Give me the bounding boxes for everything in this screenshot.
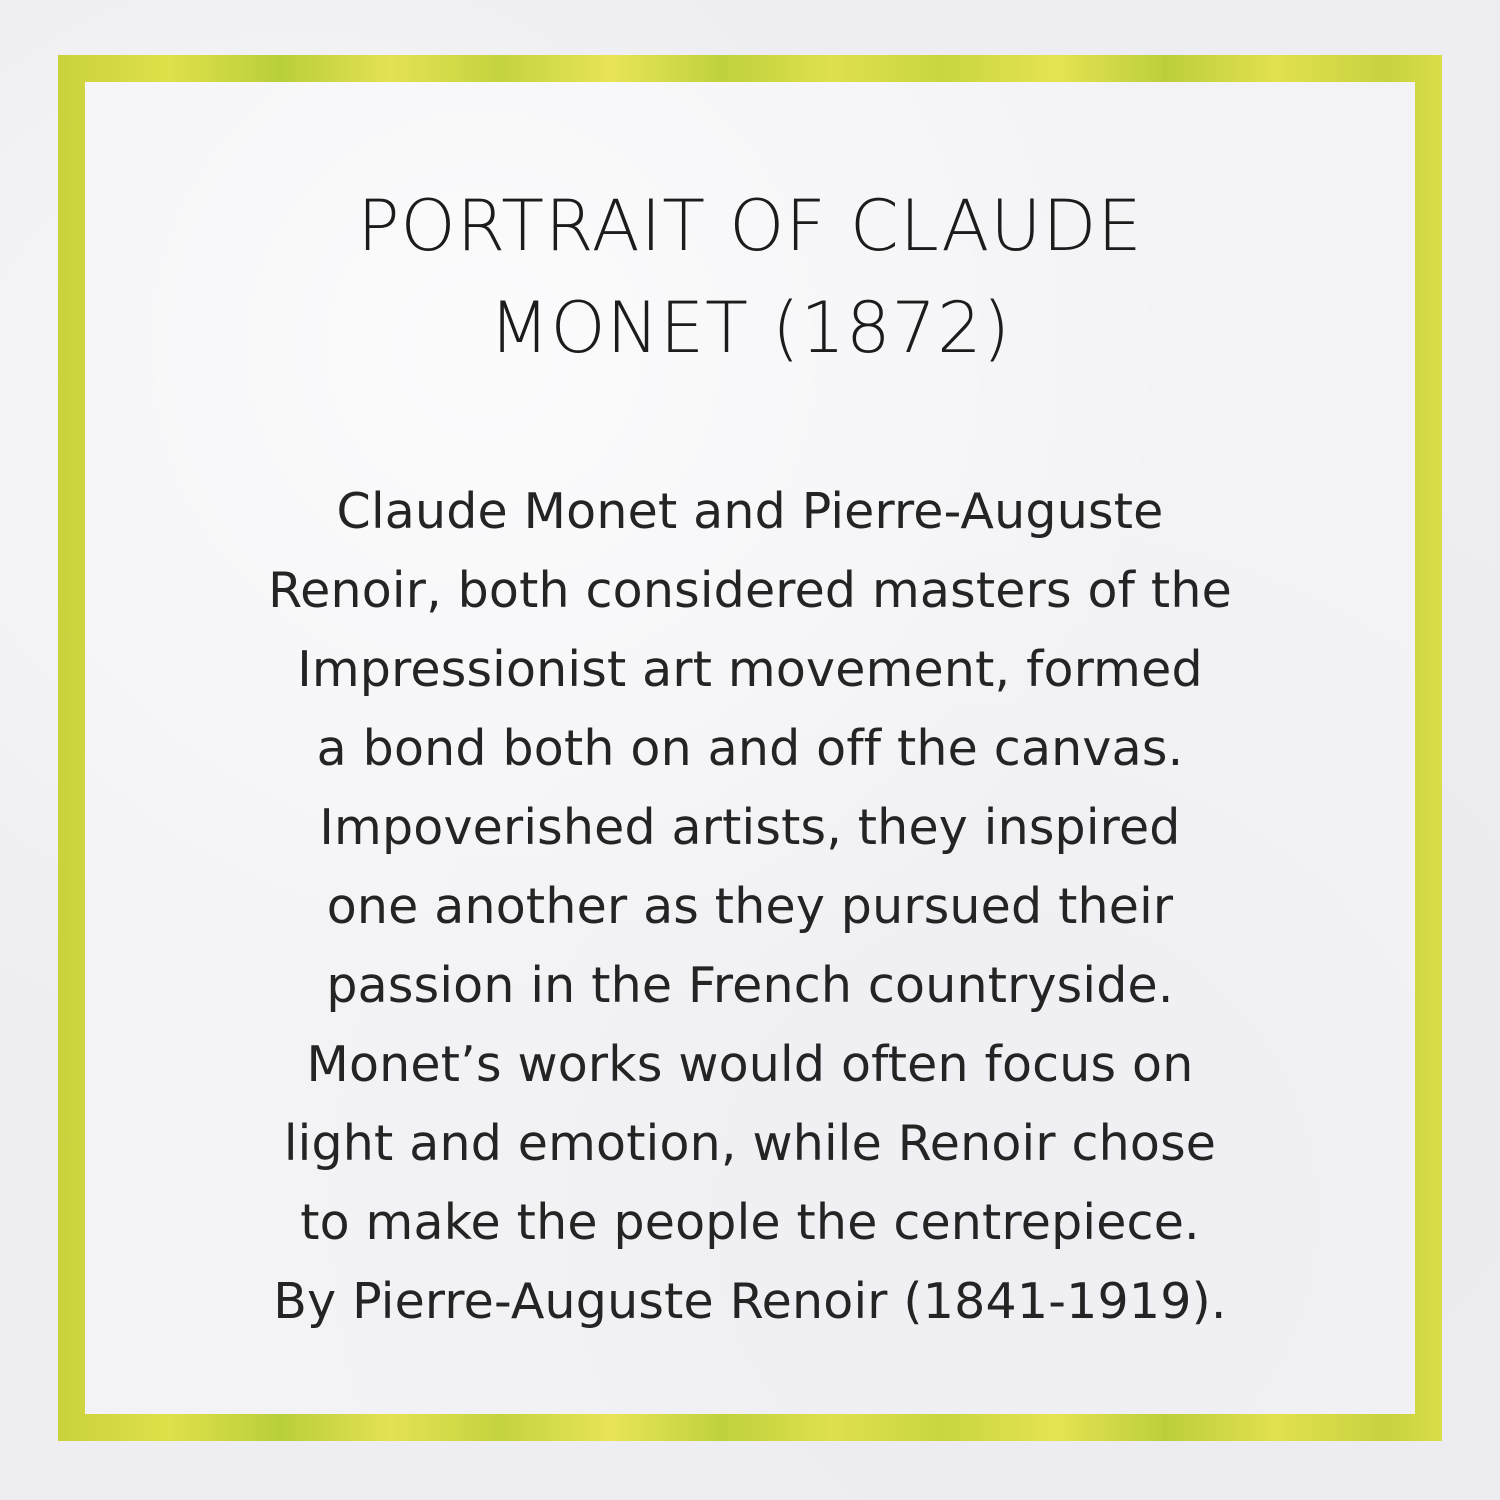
description-line-5: Impoverished artists, they inspired [319,799,1181,856]
description-line-9: light and emotion, while Renoir chose [283,1115,1217,1172]
description-line-10: to make the people the centrepiece. [300,1194,1200,1251]
card-title [0,175,1500,379]
description-line-6: one another as they pursued their [326,878,1174,935]
description-line-7: passion in the French countryside. [326,957,1174,1014]
description-line-2: Renoir, both considered masters of the [268,562,1232,619]
title-line-1: PORTRAIT OF CLAUDE [357,185,1143,267]
description-line-1: Claude Monet and Pierre-Auguste [336,483,1164,540]
description-line-8: Monet’s works would often focus on [306,1036,1194,1093]
description-line-11: By Pierre-Auguste Renoir (1841-1919). [273,1273,1227,1330]
description-line-4: a bond both on and off the canvas. [316,720,1184,777]
title-line-2: MONET (1872) [489,287,1011,369]
card-description [0,472,1500,1341]
description-line-3: Impressionist art movement, formed [297,641,1203,698]
